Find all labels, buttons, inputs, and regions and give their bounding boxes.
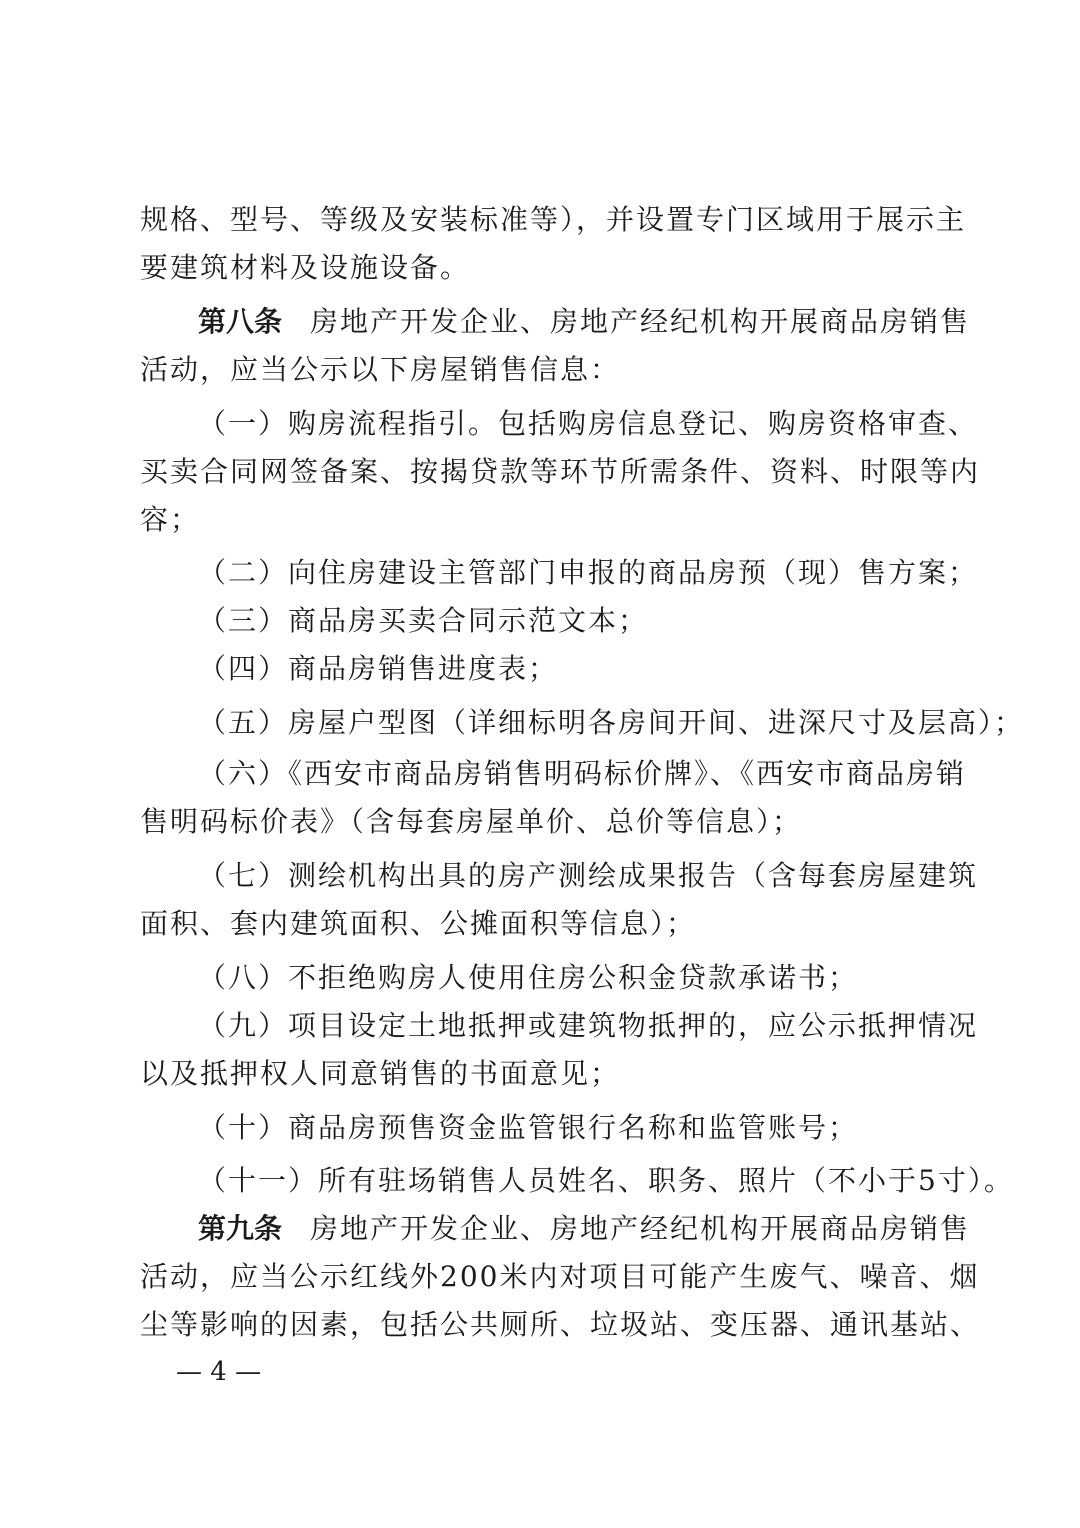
text-line: 面积、套内建筑面积、公摊面积等信息）；: [140, 907, 697, 940]
text-line: 活动，应当公示以下房屋销售信息：: [140, 353, 621, 386]
text-line: 活动，应当公示红线外200米内对项目可能产生废气、噪音、烟: [140, 1260, 980, 1293]
text-line: 尘等影响的因素，包括公共厕所、垃圾站、变压器、通讯基站、: [140, 1308, 981, 1341]
list-item: （十）商品房预售资金监管银行名称和监管账号；: [198, 1111, 859, 1144]
list-item: （三）商品房买卖合同示范文本；: [198, 604, 649, 637]
article-9-line: [198, 1209, 971, 1249]
text-line: 买卖合同网签备案、按揭贷款等环节所需条件、资料、时限等内: [140, 455, 981, 488]
list-item: （二）向住房建设主管部门申报的商品房预（现）售方案；: [198, 556, 979, 589]
list-item: （十一）所有驻场销售人员姓名、职务、照片（不小于5寸）。: [198, 1164, 1014, 1197]
article-8-text: 房地产开发企业、房地产经纪机构开展商品房销售: [310, 305, 971, 338]
text-line: 要建筑材料及设施设备。: [140, 251, 471, 284]
text-line: 规格、型号、等级及安装标准等），并设置专门区域用于展示主: [140, 203, 967, 236]
text-line: 以及抵押权人同意销售的书面意见；: [140, 1057, 621, 1090]
list-item: （一）购房流程指引。包括购房信息登记、购房资格审查、: [198, 407, 979, 440]
page-number: — 4 —: [176, 1357, 262, 1387]
article-8-line: [198, 302, 971, 342]
text-line: 售明码标价表》（含每套房屋单价、总价等信息）；: [140, 805, 803, 838]
list-item: （六）《西安市商品房销售明码标价牌》、《西安市商品房销: [198, 757, 967, 790]
article-9-heading: 第九条: [198, 1212, 283, 1245]
list-item: （八）不拒绝购房人使用住房公积金贷款承诺书；: [198, 961, 859, 994]
list-item: （九）项目设定土地抵押或建筑物抵押的，应公示抵押情况: [198, 1009, 979, 1042]
text-line: 容；: [140, 503, 201, 536]
list-item: （七）测绘机构出具的房产测绘成果报告（含每套房屋建筑: [198, 859, 979, 892]
article-8-heading: 第八条: [198, 305, 283, 338]
list-item: （四）商品房销售进度表；: [198, 652, 559, 685]
article-9-text: 房地产开发企业、房地产经纪机构开展商品房销售: [310, 1212, 971, 1245]
list-item: （五）房屋户型图（详细标明各房间开间、进深尺寸及层高）；: [198, 706, 1025, 739]
